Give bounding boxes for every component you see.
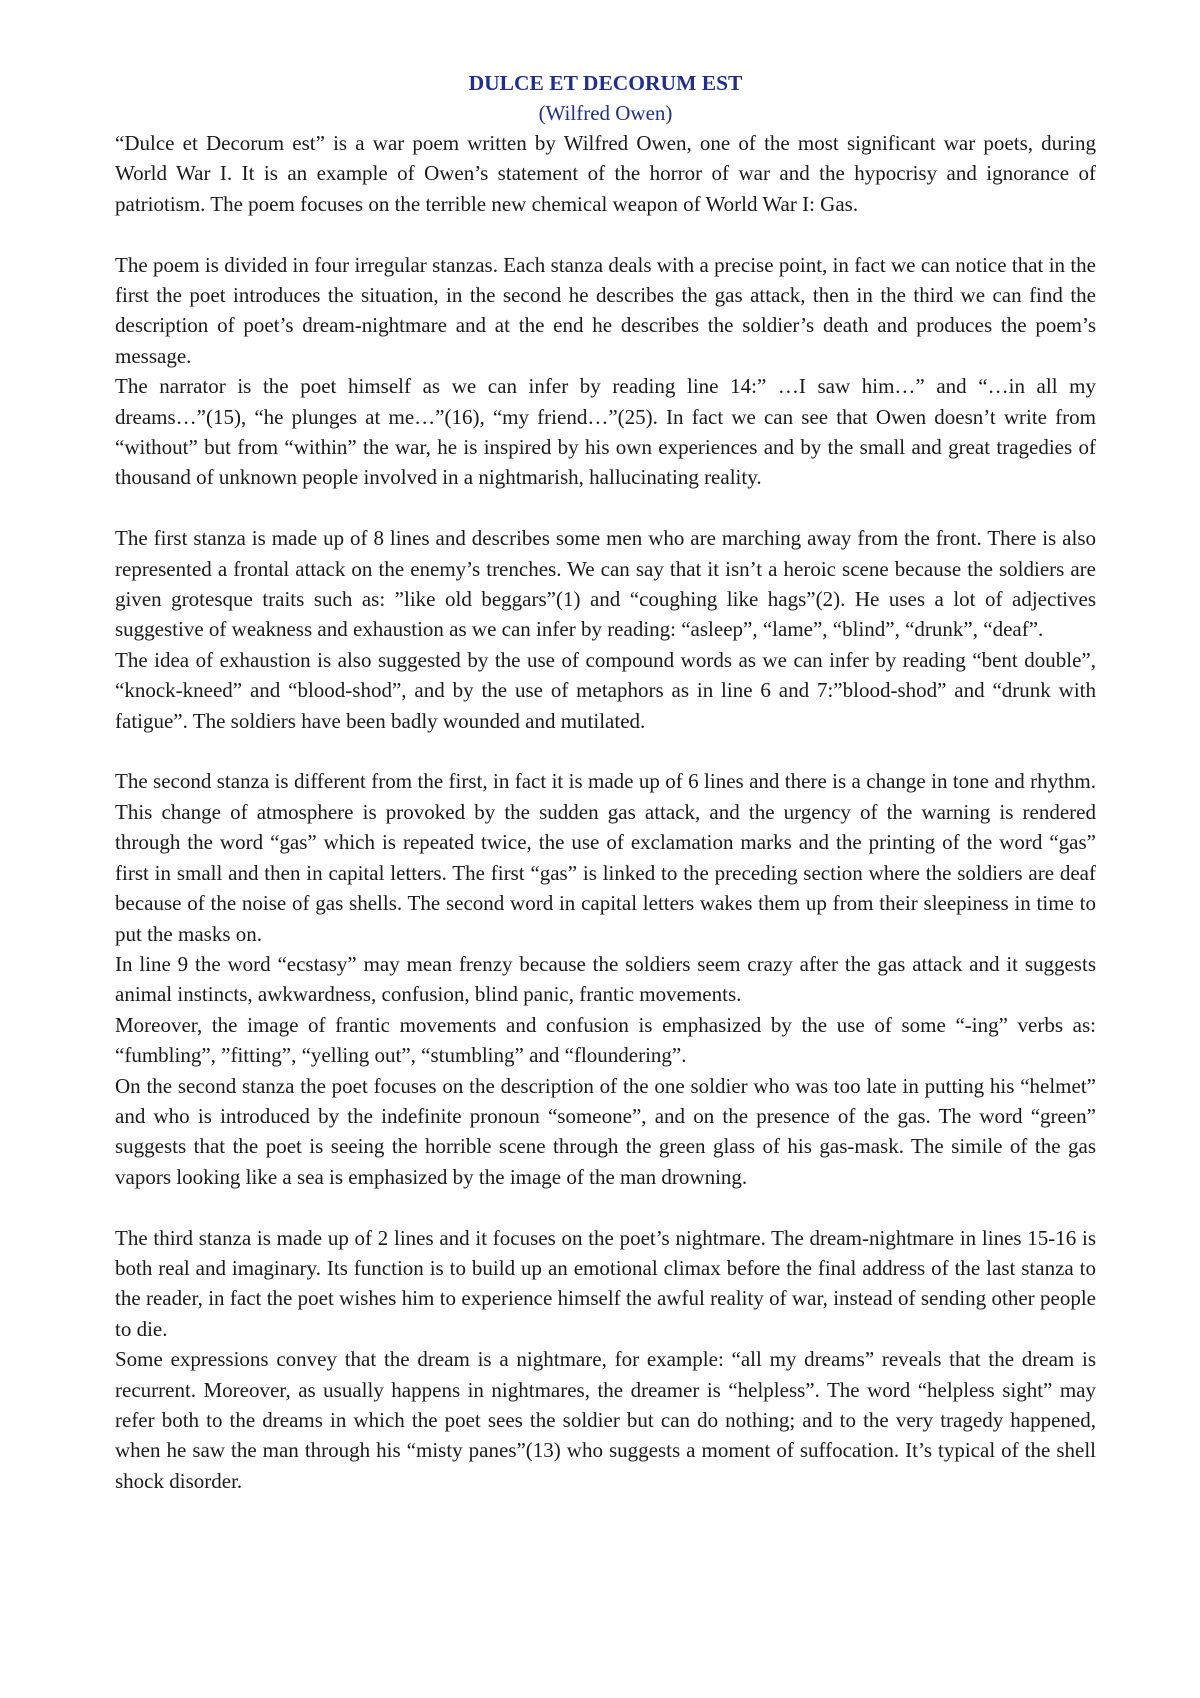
document-title: DULCE ET DECORUM EST — [468, 71, 743, 95]
section-intro — [115, 128, 1096, 219]
section-first-stanza — [115, 523, 1096, 736]
paragraph: The idea of exhaustion is also suggested by the use of compound words as we can infer by reading “bent double”, “knock-kneed” and “blood-shod”, and by the use of metaphors as in line 6 and 7:”blood-shod” and “drunk with fatigue”. The soldiers have been badly wounded and mutilated. — [115, 647, 1096, 733]
section-structure-narrator — [115, 250, 1096, 493]
paragraph: On the second stanza the poet focuses on the description of the one soldier who was too late in putting his “helmet” and who is introduced by the indefinite pronoun “someone”, and on the presence of the gas. The word “green” suggests that the poet is seeing the horrible scene through the green glass of his gas-mask. The simile of the gas vapors looking like a sea is emphasized by the image of the man drowning. — [115, 1073, 1096, 1189]
paragraph: The poem is divided in four irregular stanzas. Each stanza deals with a precise point, in fact we can notice that in the first the poet introduces the situation, in the second he describes the gas attack, then in the third we can find the description of poet’s dream-nightmare and at the end he describes the soldier’s death and produces the poem’s message. — [115, 252, 1096, 368]
paragraph: The narrator is the poet himself as we can infer by reading line 14:” …I saw him…” and “…in all my dreams…”(15), “he plunges at me…”(16), “my friend…”(25). In fact we can see that Owen doesn’t write from “without” but from “within” the war, he is inspired by his own experiences and by the small and great tragedies of thousand of unknown people involved in a nightmarish, hallucinating reality. — [115, 374, 1096, 490]
paragraph: The second stanza is different from the first, in fact it is made up of 6 lines and there is a change in tone and rhythm. This change of atmosphere is provoked by the sudden gas attack, and the urgency of the warning is rendered through the word “gas” which is repeated twice, the use of exclamation marks and the printing of the word “gas” first in small and then in capital letters. The first “gas” is linked to the preceding section where the soldiers are deaf because of the noise of gas shells. The second word in capital letters wakes them up from their sleepiness in time to put the masks on. — [115, 769, 1096, 946]
section-second-stanza — [115, 766, 1096, 1192]
paragraph: The third stanza is made up of 2 lines and it focuses on the poet’s nightmare. The dream-nightmare in lines 15-16 is both real and imaginary. Its function is to build up an emotional climax before the final address of the last stanza to the reader, in fact the poet wishes him to experience himself the awful reality of war, instead of sending other people to die. — [115, 1225, 1096, 1341]
paragraph: The first stanza is made up of 8 lines and describes some men who are marching away from the front. There is also represented a frontal attack on the enemy’s trenches. We can say that it isn’t a heroic scene because the soldiers are given grotesque traits such as: ”like old beggars”(1) and “coughing like hags”(2). He uses a lot of adjectives suggestive of weakness and exhaustion as we can infer by reading: “asleep”, “lame”, “blind”, “drunk”, “deaf”. — [115, 526, 1096, 642]
paragraph: “Dulce et Decorum est” is a war poem written by Wilfred Owen, one of the most significant war poets, during World War I. It is an example of Owen’s statement of the horror of war and the hypocrisy and ignorance of patriotism. The poem focuses on the terrible new chemical weapon of World War I: Gas. — [115, 131, 1096, 216]
paragraph: Some expressions convey that the dream is a nightmare, for example: “all my dreams” reveals that the dream is recurrent. Moreover, as usually happens in nightmares, the dreamer is “helpless”. The word “helpless sight” may refer both to the dreams in which the poet sees the soldier but can do nothing; and to the very tragedy happened, when he saw the man through his “misty panes”(13) who suggests a moment of suffocation. It’s typical of the shell shock disorder. — [115, 1347, 1096, 1493]
paragraph: Moreover, the image of frantic movements and confusion is emphasized by the use of some “-ing” verbs as: “fumbling”, ”fitting”, “yelling out”, “stumbling” and “floundering”. — [115, 1012, 1096, 1068]
document-page — [115, 68, 1096, 1527]
section-third-stanza — [115, 1223, 1096, 1497]
paragraph: In line 9 the word “ecstasy” may mean frenzy because the soldiers seem crazy after the gas attack and it suggests animal instincts, awkwardness, confusion, blind panic, frantic movements. — [115, 951, 1096, 1007]
document-subtitle: (Wilfred Owen) — [538, 101, 673, 125]
